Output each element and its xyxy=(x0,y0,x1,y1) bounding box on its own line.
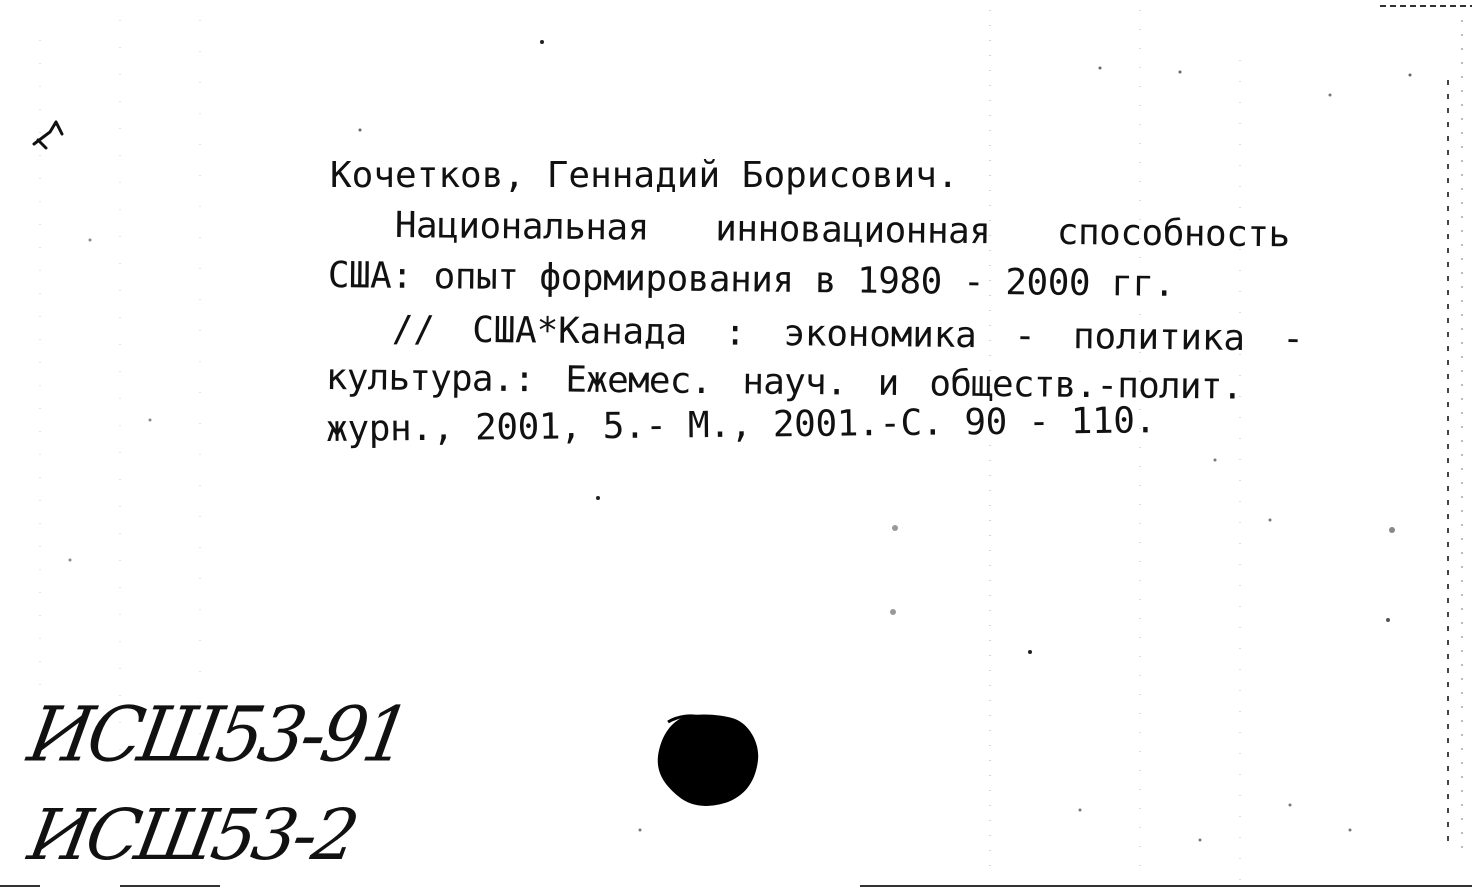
card-author: Кочетков, Геннадий Борисович. xyxy=(330,155,959,196)
handwritten-check-mark xyxy=(28,104,88,160)
handwritten-shelf-code-1: ИСШ53-91 xyxy=(22,689,414,779)
card-source-line-2: культура.: Ежемес. науч. и обществ.-полит. xyxy=(325,357,1243,408)
punch-hole xyxy=(648,708,768,814)
card-source-line-1: // США*Канада : экономика - политика - xyxy=(391,309,1304,360)
handwritten-shelf-code-2: ИСШ53-2 xyxy=(22,794,361,876)
card-title-line-1: Национальная инновационная способность xyxy=(394,205,1290,256)
card-source-line-3: журн., 2001, 5.- М., 2001.-С. 90 - 110. xyxy=(325,400,1157,450)
card-title-line-2: США: опыт формирования в 1980 - 2000 гг. xyxy=(327,255,1175,305)
